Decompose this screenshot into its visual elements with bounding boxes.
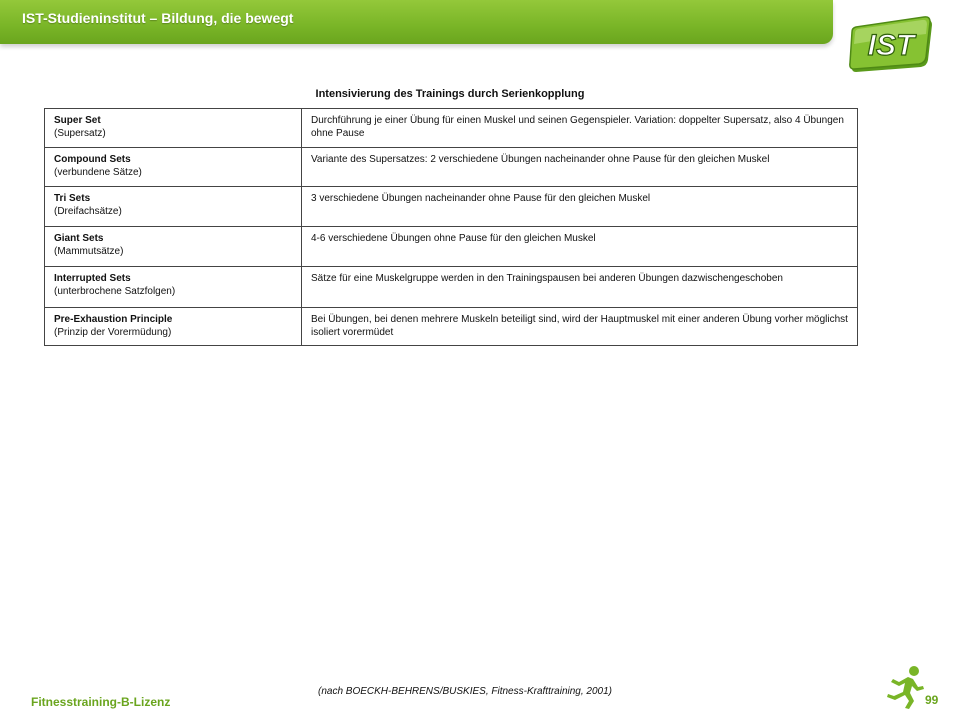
description-cell: 3 verschiedene Übungen nacheinander ohne Pause für den gleichen Muskel [302, 187, 858, 227]
table-row [45, 148, 858, 187]
term-cell [45, 267, 302, 308]
term-subtitle: (Supersatz) [54, 128, 106, 139]
description-cell: Bei Übungen, bei denen mehrere Muskeln beteiligt sind, wird der Hauptmuskel mit einer anderen Übung vorher möglichst isoliert vorermüdet [302, 308, 858, 346]
table-row [45, 267, 858, 308]
description-cell: 4-6 verschiedene Übungen ohne Pause für den gleichen Muskel [302, 227, 858, 267]
table-row [45, 109, 858, 148]
footer-course-title: Fitnesstraining-B-Lizenz [31, 695, 171, 709]
term-name: Interrupted Sets [54, 273, 131, 284]
table-title: Intensivierung des Trainings durch Serienkopplung [315, 88, 585, 100]
term-cell [45, 109, 302, 148]
description-cell: Variante des Supersatzes: 2 verschiedene Übungen nacheinander ohne Pause für den gleichen Muskel [302, 148, 858, 187]
source-citation: (nach BOECKH-BEHRENS/BUSKIES, Fitness-Krafttraining, 2001) [318, 686, 612, 697]
table-row [45, 187, 858, 227]
ist-logo [848, 14, 936, 74]
term-name: Tri Sets [54, 193, 91, 204]
table-row [45, 308, 858, 346]
description-cell: Durchführung je einer Übung für einen Muskel und seinen Gegenspieler. Variation: doppelter Supersatz, also 4 Übungen ohne Pause [302, 109, 858, 148]
term-name: Super Set [54, 115, 101, 126]
term-name: Pre-Exhaustion Principle [54, 314, 173, 325]
term-subtitle: (Mammutsätze) [54, 246, 124, 257]
term-subtitle: (Dreifachsätze) [54, 206, 122, 217]
description-cell: Sätze für eine Muskelgruppe werden in den Trainingspausen bei anderen Übungen dazwischengeschoben [302, 267, 858, 308]
page-number: 99 [925, 693, 939, 707]
runner-icon [884, 664, 928, 710]
term-cell [45, 148, 302, 187]
term-name: Compound Sets [54, 154, 131, 165]
logo-text: IST [867, 29, 915, 62]
term-name: Giant Sets [54, 233, 104, 244]
table-row [45, 227, 858, 267]
header-title: IST-Studieninstitut – Bildung, die bewegt [22, 10, 294, 26]
training-methods-table [44, 108, 858, 346]
term-cell [45, 227, 302, 267]
header-bar [0, 0, 833, 44]
term-cell [45, 308, 302, 346]
term-cell [45, 187, 302, 227]
term-subtitle: (verbundene Sätze) [54, 167, 142, 178]
term-subtitle: (unterbrochene Satzfolgen) [54, 286, 176, 297]
term-subtitle: (Prinzip der Vorermüdung) [54, 327, 172, 338]
